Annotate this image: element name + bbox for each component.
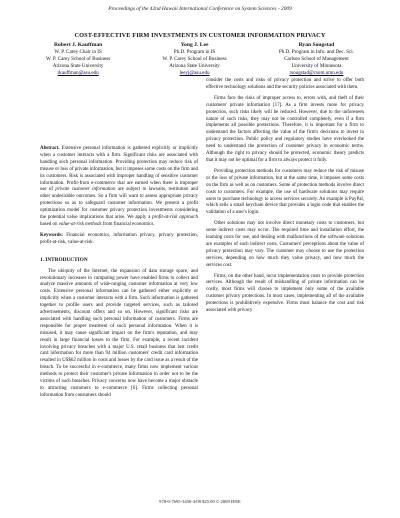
author-2: [162, 42, 226, 77]
abstract-text: Extensive personal information is gathered explicitly or implicitly when a customer interacts with a firm. Significant risks are associated with handling such personal information. Providing protection may reduce risk of misuse or loss of private information, but it imposes some costs on the firm and its customers. Risk is associated with improper handling of sensitive customer information. Profit-from e-commerce that are earned when there is improper use of: [40, 146, 198, 193]
abstract-italic: value-at-risk methods: [58, 221, 102, 227]
author-1: [46, 42, 110, 77]
body-paragraph: Providing protection methods for customers may reduce the risk of misuse or the loss of private information, but at the same time, it imposes some costs on the firm as well as on customers. Some of protection methods involve direct costs to customers. For example, the use of hardware solutions may require users to purchase technology to access services securely. An example is PayPal, which sells a small keychain device that provides a login code that enables the validation of a user's login.: [206, 168, 364, 216]
abstract-italic: profit-at-risk approach: [152, 215, 198, 221]
author-affiliation-line: Carlson School of Management: [284, 56, 349, 62]
right-column: [206, 78, 364, 319]
proceedings-header: Proceedings of the 42nd Hawaii International Conference on System Sciences - 2009: [108, 6, 292, 12]
author-affiliation-line: University of Minnesota: [291, 63, 342, 69]
author-block: [46, 42, 354, 77]
author-affiliation-line: Ph.D. Program in Info. and Dec. Sci.: [278, 49, 354, 55]
abstract-text: from financial economics.: [101, 221, 155, 227]
author-email-link[interactable]: rkauffman@asu.edu: [57, 70, 99, 76]
body-paragraph: Firms face the risks of improper access to, errors with, and theft of their customers' private information [17]. As a firm invests more for privacy protection, such risks likely will be reduced. However, due to the unforeseen nature of such risks, they may not be controlled completely, even if a firm implements all possible protections. Therefore, it is important for a firm to understand the factors affecting the value of the firm's decisions to invest in privacy protection. Public policy and regulatory studies have overlooked the need to understand the protection of customer privacy in economic terms. Although the right to privacy should be protected, economic theory predicts that it may not be optimal for a firm to always protect it fully.: [206, 95, 364, 163]
author-affiliation-line: Ph.D. Program in IS: [173, 49, 216, 55]
body-paragraph: Firms, on the other hand, incur implementation costs to provide protection services. Although the result of mishandling of private information can be costly, most firms will choose to implement only some of the available customer privacy protections. In most cases, implementing all of the available protections is prohibitively expensive. Firms must balance the cost and risk associated with privacy: [206, 273, 364, 314]
abstract-paragraph: [40, 146, 198, 229]
author-affiliation-line: W. P. Carey School of Business: [46, 56, 111, 62]
body-paragraph: consider the costs and risks of privacy protection and strive to offer both effective technology solutions and the security policies associated with them.: [206, 78, 364, 90]
abstract-label: Abstract.: [40, 146, 60, 151]
keywords-paragraph: [40, 233, 198, 247]
abstract-text: based on: [40, 221, 59, 227]
copyright-footer: 978-0-7695-3450-3/09 $25.00 © 2009 IEEE: [159, 499, 241, 504]
author-affiliation-line: W. P. Carey School of Business: [162, 56, 227, 62]
keywords-text: Financial economics, information privacy, privacy protection, profit-at-risk, value-at-risk.: [40, 232, 199, 245]
body-paragraph: The ubiquity of the Internet, the expansion of data storage space, and revolutionary increases in computing power have enabled firms to collect and analyze massive amounts of wide-ranging customer information at very low costs. Extensive personal information can be gathered either explicitly or implicitly when a customer interacts with a firm. Such information is gathered together to profile users and provide targeted services, such as tailored advertisements, discount offers and so on. However, significant risks are associated with handling such personal information of customers. Firms are responsible for proper treatment of such personal information. When it is misused, it may cause significant impact on the firm's reputation, and may result in large financial losses to the firm. For example, a recent incident involving privacy breaches with a major U.S. retail business that lost credit card information for more than 94 million customers' credit card information resulted in US$62 million in costs and losses by the card issue as a result of the breach. To be successful in e-commerce, many firms now implement various methods to protect their customer's private information in order not to be the victims of such breaches. Privacy concerns now have become a major obstacle to attracting customers to e-commerce [6]. Firms collecting personal information from consumers should: [40, 268, 198, 398]
abstract-text: are subject to lawsuits, restitution and other undesirable outcomes. So a firm will want to assess appropriate privacy protections so as to safeguard customer information. We present a profit optimization model for customer privacy protection investments considering the potential value implications that arise. We apply a: [40, 187, 198, 221]
author-affiliation-line: W. P. Carey Chair in IS: [54, 49, 102, 55]
author-name: Yong J. Lee: [180, 42, 209, 48]
keywords-label: Keywords:: [40, 232, 64, 238]
abstract-italic: private customer information: [55, 187, 116, 193]
author-name: Robert J. Kauffman: [53, 42, 103, 48]
author-email-link[interactable]: rsougstad@csom.umn.edu: [289, 70, 344, 76]
author-name: Ryan Sougstad: [298, 42, 335, 48]
author-affiliation-line: Arizona State University: [169, 63, 220, 69]
left-column: [40, 146, 198, 404]
author-3: [279, 42, 354, 77]
section-heading-introduction: 1. INTRODUCTION: [40, 256, 88, 263]
paper-title: COST-EFFECTIVE FIRM INVESTMENTS IN CUSTOMER INFORMATION PRIVACY: [74, 32, 326, 39]
author-affiliation-line: Arizona State University: [52, 63, 104, 69]
body-paragraph: Other solutions may not involve direct monetary costs to customers, but some indirect costs may occur. The required time and installation effort, the learning costs for use, and dealing with malfunctions of the software solutions are examples of such indirect costs. Customers' perceptions about the value of privacy protection may vary. The customer may choose to use the protection services, depending on how much they value privacy, and how much the services cost.: [206, 221, 364, 268]
author-email-link[interactable]: leeyj@asu.edu: [179, 70, 210, 76]
